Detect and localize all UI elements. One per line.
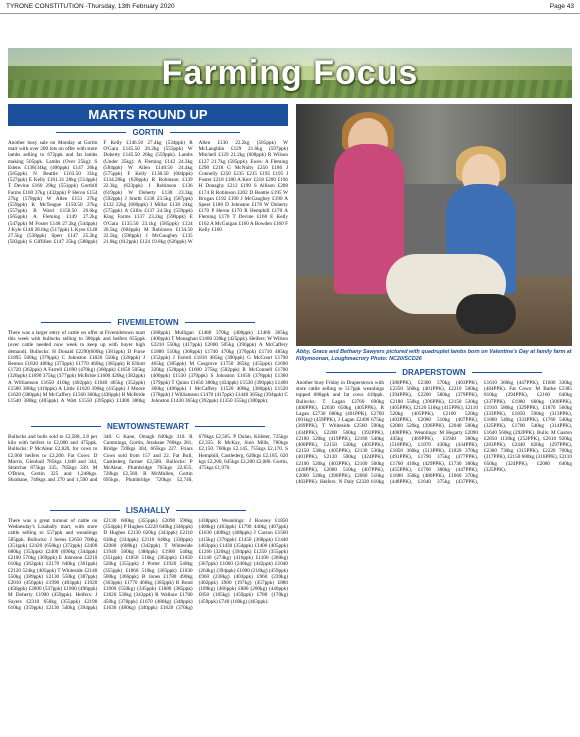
page-header: [0, 0, 580, 14]
gortin-report: [8, 140, 288, 315]
black-lamb: [456, 294, 516, 334]
lisahally-report: [8, 518, 288, 730]
mart-heading-gortin: GORTIN: [8, 128, 288, 137]
lisahally-text: There was a great turnout of cattle on Wednesday's Lisahally mart, with store cattle selling to 557ppk and weanlings 585ppk. Bullocks: J Seens £2650 700kg (351ppk) £2420 (658kg) (372ppk) £2400 680kg (353ppk) £2400 (690kg (344ppk) £2100 570kg (369ppk) E Johnston £2210 610kg (362ppk) £2170 640kg (361ppk) £2120 524kg (405ppk) T Whiteside £2140 550kg (389ppk) £2130 550kg (387ppk) £2010 (456ppk) £1990 (483ppk) £1920 (456ppk) £2000 (537ppk) £1900 (496ppk) M Doherty £1990 (459ppk). Heifers: J Sayers £2310 650kg (355ppk) £2190 610kg (359ppk) £2130 540kg (394ppk) £2130 600kg (355ppk) £2090 590kg (354ppk) P Hughes £2220 640kg (346ppk) D Hughes £2130 620kg (343ppk) £2110 630kg (334ppk) £2110 640kg (330ppk) £2080 (608kg) (342ppk) T Whiteside £1940 500kg (388ppk) £1900 540kg (351ppk) £1850 510kg (362ppk) £1850 520kg (355ppk) J Porter £1920 540kg (355ppk) £1860 510kg (365ppk) £1830 500kg (366ppk) B Jones £1780 490kg (363ppk) £1770 460kg (385ppk) R Bond £1900 (550kg) (345ppk) £1880 (385ppk) £1820 530kg (343ppk) R Wallace £1700 450kg (378ppk) £1670 (480kg) (348ppk) £1630 (480kg) (340ppk) £1620 (370kg) (438ppk) Weanlings: J Rooney £1850 (400kg) (463ppk) £1790 440kg (407ppk) £1630 (400kg) (408ppk) J Carson £1560 (415kg) (376ppk) £1450 (368ppk) £1440 (403ppk) £1430 (354ppk) £1400 (405ppk) £1260 (320kg) (394ppk) £1250 (355ppk) £1140 (274kg) (416ppk) £1100 (300kg) (367ppk) £1060 (240kg) (442ppk) £1040 (264kg) (394ppk) £1000 (218kg) (459ppk) £960 (238kg) (403ppk) £960 (239kg) (402ppk) £900 (197kg) (457ppk) £880 (189kg) (466ppk) £880 (200kg) (440ppk) £850 (185kg) (459ppk) £780 (170kg) (459ppk) £740 (160kg) (463ppk).: [8, 518, 288, 611]
section-title: MARTS ROUND UP: [8, 104, 288, 126]
mart-heading-lisahally: LISAHALLY: [8, 506, 288, 515]
draperstown-report: [296, 380, 572, 730]
lambs-photo: [296, 104, 572, 346]
header-page-number: Page 43: [549, 3, 574, 10]
mart-heading-draperstown: DRAPERSTOWN: [296, 368, 572, 377]
banner-title: Farming Focus: [161, 54, 419, 92]
mart-heading-fivemiletown: FIVEMILETOWN: [8, 318, 288, 327]
fivemiletown-text: There was a larger entry of cattle on offer at Fivemiletown mart this week with bullocks selling to 306ppk and heifers 655ppk (over cattle needed now week to keep up with buyer high demand). Bullocks: H Donald £2290(600kg (381ppk) D Furse £1895 500kg (379ppk) C Johnston £1820 550kg (328ppk) J Benton £1830 480kg (373ppk) £1770 460kg (385ppk) R Elliott £1720 (362ppk) A Farrell £1690 (470kg) (360ppk) £1650 505kg (326ppk) £1690 375kg (377ppk) McBride £1600 420kg (382ppk) A Williamson £1650 410kg (402ppk) £1640 465kg (352ppk) £1580 380kg (416ppk) A Little £1620 390kg (415ppk) J Moore £1620 (380ppk) M McCaffery £1560 360kg (438ppk) B McBride £1540 380kg (405ppk) A Watt £1550 (395ppk) £1400 380kg (368ppk) Mulligan £1480 370kg (400ppk) £1460 365kg (400ppk) T Monaghan £1400 330kg (425ppk). Heifers: W Wilson £2210 550kg (417ppk) £2000 505kg (396ppk) A McCaffery £1880 510kg (368ppk) £1740 470kg (370ppk) £1710 485kg (352ppk) J Farrell £1810 485kg (390ppk) G McCourt £1790 465kg (385ppk) M Cosgrove £1750 385kg (455ppk) £1690 320kg (528ppk) £1600 275kg (582ppk) R McConnell £1700 (400ppk) £1530 (370ppk) S Johnston £1650 (378ppk) £1360 (379ppk) T Quinn £1650 380kg (434ppk) £1530 (390ppk) £1460 360kg (406ppk) J McCaffery £1520 400kg (380ppk) £1520 (378ppk) J Williamson £1470 (417ppk) £1440 365kg (394ppk) C Johnston £1430 365kg (392ppk) £1350 355kg (380ppk).: [8, 330, 288, 405]
farming-focus-banner: [8, 48, 572, 98]
mart-heading-newtownstewart: NEWTOWNSTEWART: [8, 422, 288, 431]
draperstown-text: Another busy Friday in Draperstown with store cattle selling to 517ppk weanlings topped 688ppk and fat cows 418ppk. Bullocks: T Lagan £2760 690kg (400PPK), £2630 650kg (405PPK), R Lagan £2730 680kg (401PPK), £2760 (601kg) (459PPK), J Lagan £2490 675kg (369PPK), T Whiteside £2560 590kg (434PPK), £2200 560kg (392PPK), £2180 520kg (419PPK), £2160 540kg (400PPK), £2150 530kg (405PPK), £2150 530kg (405PPK), £2130 530kg (401PPK), £2120 500kg (424PPK), £2100 520kg (403PPK), £2100 500kg (420PPK), £2080 510kg (407PPK), £2060 520kg (396PPK), £2060 510kg (403PPK). Heifers: N Daly £2320 610kg (380PPK), £2300 570kg (403PPK), £2250 560kg (401PPK), £2210 560kg (394PPK), £2200 580kg (379PPK), £2180 550kg (396PPK), £2150 530kg (405PPK), £2120 510kg (415PPK), £2110 520kg (405PPK), £2100 520kg (403PPK), £2080 510kg (407PPK), £2060 520kg (396PPK), £2040 500kg (408PPK). Weanlings: M Hegarty £2090 445kg (469PPK), £1940 380kg (510PPK), £1870 430kg (434PPK), £1850 360kg (513PPK), £1820 370kg (491PPK), £1790 375kg (477PPK), £1760 410kg (429PPK), £1730 380kg (455PPK), £1700 380kg (447PPK), £1680 350kg (480PPK), £1660 370kg (448PPK), £1640 375kg (437PPK), £1610 360kg (447PPK), £1600 330kg (484PPK). Fat Cows: M Burke £2385 810kg (294PPK), £2160 640kg (337PPK), £1980 660kg (300PPK), £1910 580kg (329PPK), £1870 560kg (333PPK), £1850 590kg (313PPK), £1800 540kg (333PPK), £1760 540kg (325PPK), £1700 540kg (314PPK), £1640 560kg (292PPK). Bulls: M Gaston £2850 1130kg (252PPK), £2610 920kg (283PPK), £2440 820kg (297PPK), £2300 730kg (315PPK), £2220 700kg (317PPK), £2150 680kg (316PPK), £2110 650kg (324PPK), £2080 640kg (325PPK).: [296, 380, 572, 486]
header-publication: TYRONE CONSTITUTION -Thursday, 13th February 2020: [6, 3, 175, 10]
photo-caption: Abby, Grace and Bethany Sawyers pictured with quadruplet lambs born on Valentine's Day at family farm at Killymoonan, Loughmacrory Photo: NC20/SCD26: [296, 349, 572, 362]
fivemiletown-report: [8, 330, 288, 418]
gortin-text: Another busy sale on Monday at Gortin mart with over 200 lots on offer with store lambs selling to 672ppk and fat lambs making 505ppk. Lambs (Over 25kg): S Edens £138(34kg (406ppk) £147 26kg (565ppk) N Beattie £163.50 31kg (527ppk) E Kelly £161.31 28kg (514ppk) T Devine £160 29kg (551ppk) Gorthill Farms £160 37kg (432ppk) P Heron £154 27kg (570ppk) W Allen £151 27kg (559ppk) K McTeague £150.50 27kg (557ppk) B Ward £150.50 26.6kg (565ppk) A Fleming £149 27.2kg (547ppk) M Foster £148 27.2kg (544ppk) J Kyle £148 28.6kg (517ppk) L Kyes £148 27.5kg (538ppk) Sperr £147 25.2kg (583ppk) S Giffillen £147 25kg (588ppk) F Kelly £146.50 27.4kg (534ppk) R O'Gara £145.50 26.2kg (555ppk) W Doherty £145.50 26kg (559ppk). Lambs (Under 25kg): A Fleming £142 24.3kg (584ppk) W Allen £140.50 24.4kg (575ppk) F Kelly £138.50 (604ppk) £134.20kg (620ppk) R Robinson £139 22.3kg (623ppk) I Robinson £136 (619ppk) W Doherty £138 23.3kg (592ppk) J Smith £138 23.5kg (587ppk) £132 22kg (600ppk) J Millar £138 24kg (575ppk) A Gillis £137 24.5kg (559ppk) King Farms £137 23.2kg (590ppk) E O'Gara £135.50 23.1kg (585ppk) £124 20.5kg (604ppk) M Robinson £134.50 22.5kg (598ppk) J McGaughey £135 21.8kg (612ppk) £124 19.8kg (626ppk) W Allen £130 22.2kg (585ppk) W McLaughlin £129 21.6kg (597ppk) Mitchell £129 21.2kg (608ppk) R Wilson £127 21.7kg (585ppk). Ewes: A Fleming £290 £218 G McNulty £250 £186 J Connelly £250 £235 £215 £195 £195 J Foster £218 £180 A Kerr £218 £200 £196 H Donaghy £212 £190 S Allison £208 £174 R Robinson £202 D Beattie £195 W Brogan £192 £190 J McGaughey £190 A Speer £188 D Johnston £178 W Doherty £170 P Heron £170 R Hemphill £170 A Fleming £170 T Devine £168 E Kelly £162 A McGuigan £160 A Bowden £160 F Kelly £160: [8, 140, 288, 246]
newtownstewart-report: [8, 434, 288, 502]
newtownstewart-text: Bullocks and bulls sold to £2,580, 2.8 per kilo with heifers to £2,000 and 475ppk. Bullocks: P McAlear £2,820, for cows to £2,060 heifers to £2,200. Fat Cows: D Morris, Glenhull 785kgs 1,048 and 344, Stratchar 875kgs 335, 785kgs 339. M O'Brien, Gortin 325 and 1,248kgs. Shrabane, 740kgs and 270 and 1,590 and 348. G Kane, Omagh 640kgs 310. R Cummings, Gortin, Strabane 780kgs 281, Bridge 720kgs 304, 665kgs 227. Friars Cows sold from 157 and 22. Fat Bull, Castlederg farmer £2,580. Bullocks: P McAlear, Plumbridge 765kgs 22,655, 720kgs £2,560. R McMullen, Gortin 695kgs, Plumbridge 720kgs £2,740, 670kgs £2,505. P Dolan, Killeter, 725kgs £2,335. R McKay, Sion Mills, 780kgs £2,150. 760kgs £2,145, 755kgs £2,170. S Hemphill, Castlederg, 620kgs £2,185, 620 kgs £2,200, 645kgs £2,200 £2,080. Gortin, 475kgs £1,970.: [8, 434, 288, 484]
